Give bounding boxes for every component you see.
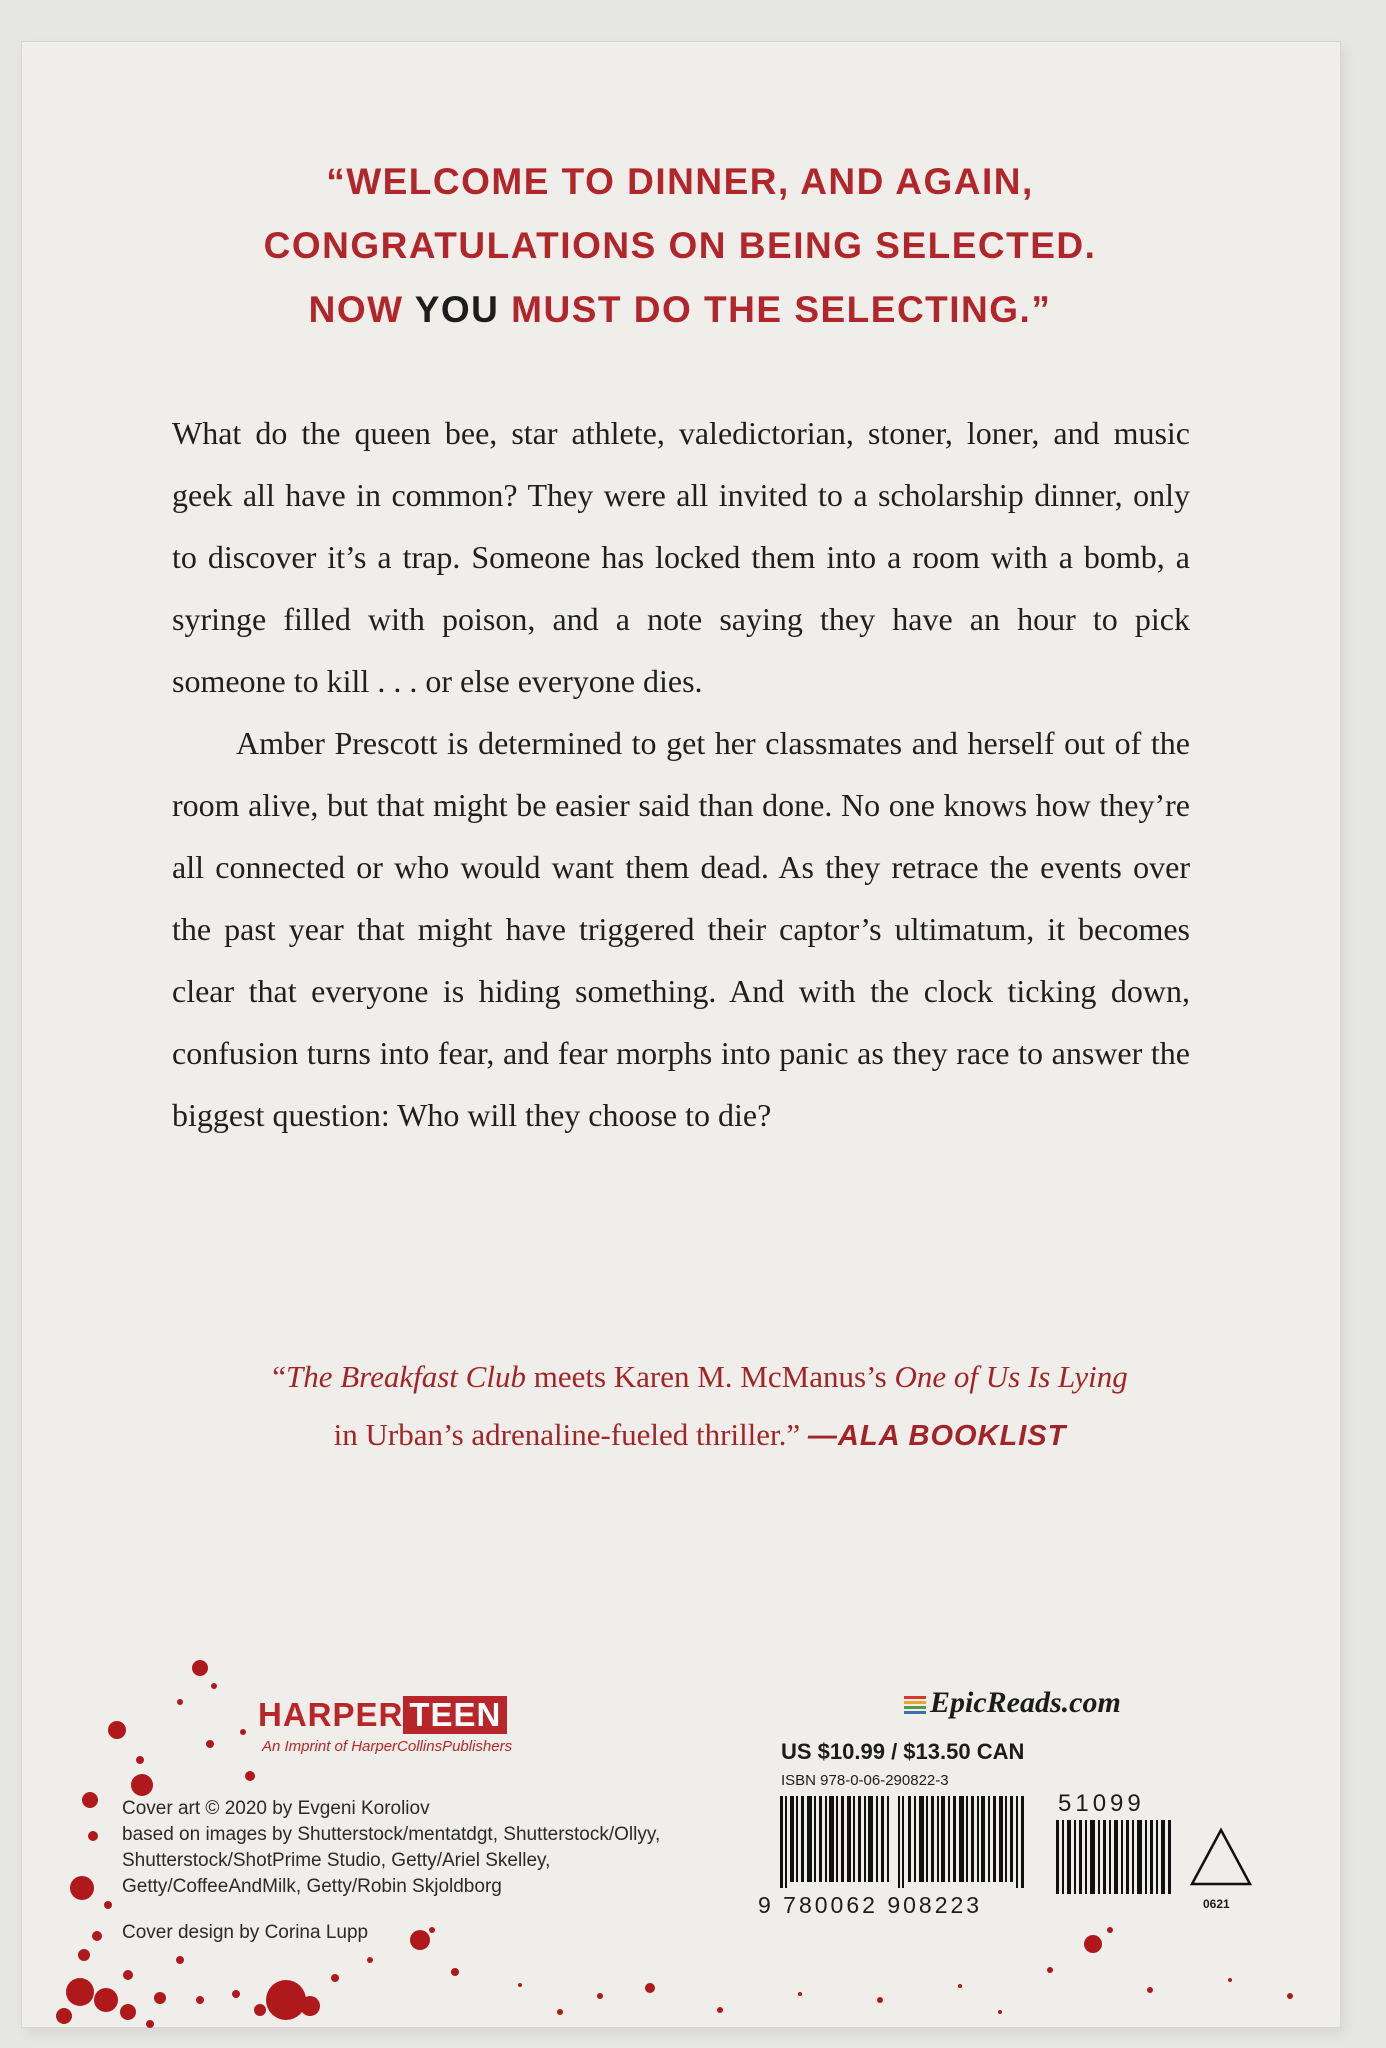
tagline-line-1: “WELCOME TO DINNER, AND AGAIN,	[326, 161, 1034, 202]
epicreads-bars-icon	[904, 1694, 926, 1716]
tagline-rest: MUST DO THE SELECTING.”	[499, 289, 1052, 330]
isbn-line: ISBN 978-0-06-290822-3	[781, 1772, 949, 1789]
tagline-line-2: CONGRATULATIONS ON BEING SELECTED.	[263, 225, 1097, 266]
tagline-quote	[150, 150, 1210, 342]
review-title-2: One of Us Is Lying	[894, 1359, 1128, 1394]
imprint-line: An Imprint of HarperCollinsPublishers	[262, 1738, 513, 1755]
tagline-you: YOU	[414, 289, 500, 330]
epicreads-website: EpicReads.com	[930, 1686, 1121, 1719]
triangle-code: 0621	[1203, 1897, 1230, 1911]
price-line: US $10.99 / $13.50 CAN	[781, 1739, 1025, 1764]
price-addon-barcode-icon	[1056, 1820, 1176, 1894]
triangle-mark-icon	[1188, 1826, 1254, 1888]
review-mid: meets Karen M. McManus’s	[525, 1359, 895, 1394]
credit-line-2: based on images by Shutterstock/mentatdgt, Shutterstock/Ollyy,	[122, 1824, 661, 1845]
harper-wordmark: HARPER	[258, 1696, 404, 1733]
barcode-digits: 9 780062 908223	[758, 1892, 983, 1918]
epicreads-logo	[904, 1686, 1121, 1720]
review-end: in Urban’s adrenaline-fueled thriller.”	[333, 1417, 808, 1452]
credit-line-1: Cover art © 2020 by Evgeni Koroliov	[122, 1798, 430, 1819]
blurb-paragraph-2: Amber Prescott is determined to get her classmates and herself out of the room alive, but that might be easier said than done. No one knows how they’re all connected or who would want them dead. As they retrace the events over the past year that might have triggered their captor’s ultimatum, it becomes clear that everyone is hiding something. And with the clock ticking down, confusion turns into fear, and fear morphs into panic as they race to answer the biggest question: Who will they choose to die?	[172, 725, 1190, 1133]
credit-line-3: Shutterstock/ShotPrime Studio, Getty/Ariel Skelley,	[122, 1850, 551, 1871]
isbn-barcode-icon	[780, 1796, 1030, 1888]
credit-line-4: Getty/CoffeeAndMilk, Getty/Robin Skjoldborg	[122, 1876, 502, 1897]
addon-digits: 51099	[1058, 1790, 1145, 1817]
blurb-paragraph-1: What do the queen bee, star athlete, valedictorian, stoner, loner, and music geek all have in common? They were all invited to a scholarship dinner, only to discover it’s a trap. Someone has locked them into a room with a bomb, a syringe filled with poison, and a note saying they have an hour to pick someone to kill . . . or else everyone dies.	[172, 415, 1190, 699]
harperteen-logo	[258, 1696, 512, 1755]
review-open-quote: “	[272, 1359, 286, 1394]
review-source: —ALA BOOKLIST	[807, 1420, 1067, 1452]
review-quote	[180, 1348, 1220, 1465]
teen-wordmark: TEEN	[403, 1696, 507, 1734]
tagline-line-3	[150, 278, 1210, 342]
cover-credits	[122, 1796, 722, 1946]
cover-design-credit: Cover design by Corina Lupp	[122, 1922, 369, 1943]
book-blurb	[172, 402, 1190, 1146]
review-title-1: The Breakfast Club	[286, 1359, 526, 1394]
tagline-now: NOW	[308, 289, 415, 330]
